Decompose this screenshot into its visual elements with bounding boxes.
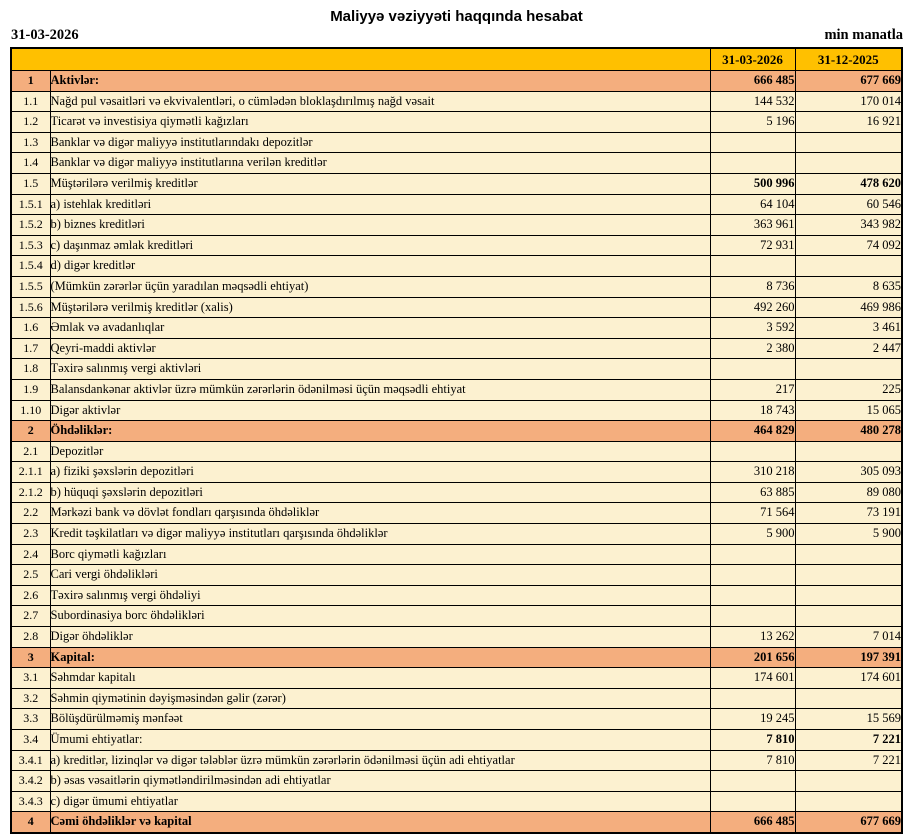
- value-previous: [795, 585, 902, 606]
- value-previous: 8 635: [795, 276, 902, 297]
- table-row: [11, 482, 902, 503]
- row-label: Öhdəliklər:: [50, 421, 710, 442]
- row-number: 1.3: [11, 132, 50, 153]
- table-row: [11, 585, 902, 606]
- table-header-row: [11, 48, 902, 71]
- row-label: Müştərilərə verilmiş kreditlər (xalis): [50, 297, 710, 318]
- value-current: [710, 544, 795, 565]
- value-current: 13 262: [710, 627, 795, 648]
- row-label: c) digər ümumi ehtiyatlar: [50, 791, 710, 812]
- value-previous: 677 669: [795, 71, 902, 92]
- value-current: 19 245: [710, 709, 795, 730]
- value-current: [710, 688, 795, 709]
- value-previous: [795, 441, 902, 462]
- row-label: Təxirə salınmış vergi aktivləri: [50, 359, 710, 380]
- value-previous: 15 569: [795, 709, 902, 730]
- value-previous: 197 391: [795, 647, 902, 668]
- table-row: [11, 338, 902, 359]
- row-number: 4: [11, 812, 50, 833]
- row-number: 3.3: [11, 709, 50, 730]
- value-current: 464 829: [710, 421, 795, 442]
- row-number: 3.4.2: [11, 771, 50, 792]
- table-row: [11, 400, 902, 421]
- value-current: [710, 606, 795, 627]
- row-number: 2.1.1: [11, 462, 50, 483]
- row-label: Səhmdar kapitalı: [50, 668, 710, 689]
- row-number: 1.7: [11, 338, 50, 359]
- value-previous: 73 191: [795, 503, 902, 524]
- value-previous: [795, 565, 902, 586]
- value-previous: 15 065: [795, 400, 902, 421]
- table-row: [11, 71, 902, 92]
- row-label: Balansdankənar aktivlər üzrə mümkün zərərlərin ödənilməsi üçün məqsədli ehtiyat: [50, 379, 710, 400]
- header-column-current: 31-03-2026: [710, 48, 795, 71]
- row-number: 3.4.3: [11, 791, 50, 812]
- value-previous: [795, 771, 902, 792]
- table-row: [11, 565, 902, 586]
- row-label: Təxirə salınmış vergi öhdəliyi: [50, 585, 710, 606]
- row-label: Digər öhdəliklər: [50, 627, 710, 648]
- row-number: 3.4: [11, 730, 50, 751]
- value-previous: 7 221: [795, 750, 902, 771]
- table-row: [11, 524, 902, 545]
- table-row: [11, 709, 902, 730]
- row-number: 1.5.3: [11, 235, 50, 256]
- value-current: 492 260: [710, 297, 795, 318]
- row-number: 2.1.2: [11, 482, 50, 503]
- header-empty-cell: [11, 48, 710, 71]
- value-previous: 2 447: [795, 338, 902, 359]
- value-previous: 469 986: [795, 297, 902, 318]
- value-previous: 7 221: [795, 730, 902, 751]
- table-row: [11, 606, 902, 627]
- row-number: 2.6: [11, 585, 50, 606]
- page-title: Maliyyə vəziyyəti haqqında hesabat: [330, 8, 583, 25]
- value-current: [710, 256, 795, 277]
- row-label: Mərkəzi bank və dövlət fondları qarşısında öhdəliklər: [50, 503, 710, 524]
- value-current: 2 380: [710, 338, 795, 359]
- row-number: 2.2: [11, 503, 50, 524]
- row-label: Depozitlər: [50, 441, 710, 462]
- table-row: [11, 503, 902, 524]
- table-row: [11, 379, 902, 400]
- row-label: Qeyri-maddi aktivlər: [50, 338, 710, 359]
- row-label: Borc qiymətli kağızları: [50, 544, 710, 565]
- row-label: b) əsas vəsaitlərin qiymətləndirilməsindən adi ehtiyatlar: [50, 771, 710, 792]
- value-previous: 89 080: [795, 482, 902, 503]
- report-subheader: [11, 27, 903, 44]
- row-label: Cəmi öhdəliklər və kapital: [50, 812, 710, 833]
- table-row: [11, 235, 902, 256]
- value-current: [710, 153, 795, 174]
- table-row: [11, 256, 902, 277]
- value-current: 72 931: [710, 235, 795, 256]
- row-label: Nağd pul vəsaitləri və ekvivalentləri, o cümlədən bloklaşdırılmış nağd vəsait: [50, 91, 710, 112]
- report-table-body: [11, 71, 902, 833]
- row-label: a) fiziki şəxslərin depozitləri: [50, 462, 710, 483]
- value-current: [710, 565, 795, 586]
- value-current: [710, 771, 795, 792]
- value-previous: 174 601: [795, 668, 902, 689]
- row-number: 2: [11, 421, 50, 442]
- row-number: 1.5.2: [11, 215, 50, 236]
- row-number: 1.5: [11, 173, 50, 194]
- table-row: [11, 297, 902, 318]
- row-number: 3.4.1: [11, 750, 50, 771]
- table-row: [11, 194, 902, 215]
- row-label: b) hüquqi şəxslərin depozitləri: [50, 482, 710, 503]
- value-previous: [795, 153, 902, 174]
- value-current: 363 961: [710, 215, 795, 236]
- report-date: 31-03-2026: [11, 27, 79, 43]
- value-previous: [795, 359, 902, 380]
- value-current: 217: [710, 379, 795, 400]
- row-label: Subordinasiya borc öhdəlikləri: [50, 606, 710, 627]
- row-label: a) kreditlər, lizinqlər və digər tələblər üzrə mümkün zərərlərin ödənilməsi üçün adi ehtiyatlar: [50, 750, 710, 771]
- value-previous: [795, 688, 902, 709]
- value-previous: 7 014: [795, 627, 902, 648]
- table-row: [11, 173, 902, 194]
- value-previous: [795, 132, 902, 153]
- table-row: [11, 91, 902, 112]
- table-row: [11, 359, 902, 380]
- row-label: Müştərilərə verilmiş kreditlər: [50, 173, 710, 194]
- row-label: Kredit təşkilatları və digər maliyyə institutları qarşısında öhdəliklər: [50, 524, 710, 545]
- value-previous: 343 982: [795, 215, 902, 236]
- value-current: 5 196: [710, 112, 795, 133]
- table-row: [11, 771, 902, 792]
- value-current: 500 996: [710, 173, 795, 194]
- row-number: 3.2: [11, 688, 50, 709]
- value-previous: 480 278: [795, 421, 902, 442]
- row-label: Əmlak və avadanlıqlar: [50, 318, 710, 339]
- value-current: [710, 791, 795, 812]
- row-number: 1.4: [11, 153, 50, 174]
- value-current: [710, 441, 795, 462]
- value-current: 201 656: [710, 647, 795, 668]
- value-current: 3 592: [710, 318, 795, 339]
- row-number: 1.8: [11, 359, 50, 380]
- value-previous: [795, 606, 902, 627]
- table-row: [11, 544, 902, 565]
- table-row: [11, 132, 902, 153]
- value-current: 63 885: [710, 482, 795, 503]
- row-label: Səhmin qiymətinin dəyişməsindən gəlir (zərər): [50, 688, 710, 709]
- value-previous: 74 092: [795, 235, 902, 256]
- value-current: 7 810: [710, 750, 795, 771]
- row-number: 2.1: [11, 441, 50, 462]
- row-number: 2.8: [11, 627, 50, 648]
- row-number: 1.5.4: [11, 256, 50, 277]
- row-number: 1.5.1: [11, 194, 50, 215]
- row-number: 2.4: [11, 544, 50, 565]
- table-row: [11, 215, 902, 236]
- value-previous: 478 620: [795, 173, 902, 194]
- table-row: [11, 153, 902, 174]
- table-row: [11, 647, 902, 668]
- row-number: 1.10: [11, 400, 50, 421]
- value-previous: [795, 544, 902, 565]
- row-label: Banklar və digər maliyyə institutlarına verilən kreditlər: [50, 153, 710, 174]
- row-label: Ümumi ehtiyatlar:: [50, 730, 710, 751]
- value-current: [710, 585, 795, 606]
- row-number: 1: [11, 71, 50, 92]
- value-previous: 677 669: [795, 812, 902, 833]
- value-current: 7 810: [710, 730, 795, 751]
- row-number: 1.5.6: [11, 297, 50, 318]
- row-number: 3: [11, 647, 50, 668]
- row-label: a) istehlak kreditləri: [50, 194, 710, 215]
- table-row: [11, 688, 902, 709]
- value-current: [710, 132, 795, 153]
- header-column-previous: 31-12-2025: [795, 48, 902, 71]
- value-current: 64 104: [710, 194, 795, 215]
- table-row: [11, 318, 902, 339]
- value-previous: 5 900: [795, 524, 902, 545]
- row-number: 3.1: [11, 668, 50, 689]
- row-label: Ticarət və investisiya qiymətli kağızları: [50, 112, 710, 133]
- value-current: 310 218: [710, 462, 795, 483]
- value-previous: [795, 791, 902, 812]
- row-label: b) biznes kreditləri: [50, 215, 710, 236]
- table-row: [11, 812, 902, 833]
- table-row: [11, 441, 902, 462]
- row-label: Bölüşdürülməmiş mənfəət: [50, 709, 710, 730]
- row-label: (Mümkün zərərlər üçün yaradılan məqsədli ehtiyat): [50, 276, 710, 297]
- value-current: 71 564: [710, 503, 795, 524]
- value-previous: 16 921: [795, 112, 902, 133]
- table-row: [11, 276, 902, 297]
- value-previous: 305 093: [795, 462, 902, 483]
- row-label: c) daşınmaz əmlak kreditləri: [50, 235, 710, 256]
- row-label: Kapital:: [50, 647, 710, 668]
- row-number: 1.1: [11, 91, 50, 112]
- row-number: 1.5.5: [11, 276, 50, 297]
- row-number: 2.7: [11, 606, 50, 627]
- value-current: 8 736: [710, 276, 795, 297]
- row-number: 1.2: [11, 112, 50, 133]
- value-current: 5 900: [710, 524, 795, 545]
- row-number: 1.9: [11, 379, 50, 400]
- table-row: [11, 730, 902, 751]
- value-previous: 170 014: [795, 91, 902, 112]
- value-previous: 225: [795, 379, 902, 400]
- table-row: [11, 462, 902, 483]
- table-row: [11, 421, 902, 442]
- value-current: [710, 359, 795, 380]
- row-number: 1.6: [11, 318, 50, 339]
- value-previous: [795, 256, 902, 277]
- value-previous: 60 546: [795, 194, 902, 215]
- financial-statement-table: [10, 47, 903, 834]
- table-row: [11, 112, 902, 133]
- table-row: [11, 627, 902, 648]
- value-current: 666 485: [710, 71, 795, 92]
- row-label: Digər aktivlər: [50, 400, 710, 421]
- row-label: Banklar və digər maliyyə institutlarındakı depozitlər: [50, 132, 710, 153]
- value-current: 18 743: [710, 400, 795, 421]
- row-label: Cari vergi öhdəlikləri: [50, 565, 710, 586]
- value-previous: 3 461: [795, 318, 902, 339]
- table-row: [11, 791, 902, 812]
- report-unit: min manatla: [824, 27, 903, 43]
- row-number: 2.3: [11, 524, 50, 545]
- value-current: 666 485: [710, 812, 795, 833]
- table-row: [11, 668, 902, 689]
- table-row: [11, 750, 902, 771]
- row-number: 2.5: [11, 565, 50, 586]
- value-current: 174 601: [710, 668, 795, 689]
- row-label: Aktivlər:: [50, 71, 710, 92]
- value-current: 144 532: [710, 91, 795, 112]
- row-label: d) digər kreditlər: [50, 256, 710, 277]
